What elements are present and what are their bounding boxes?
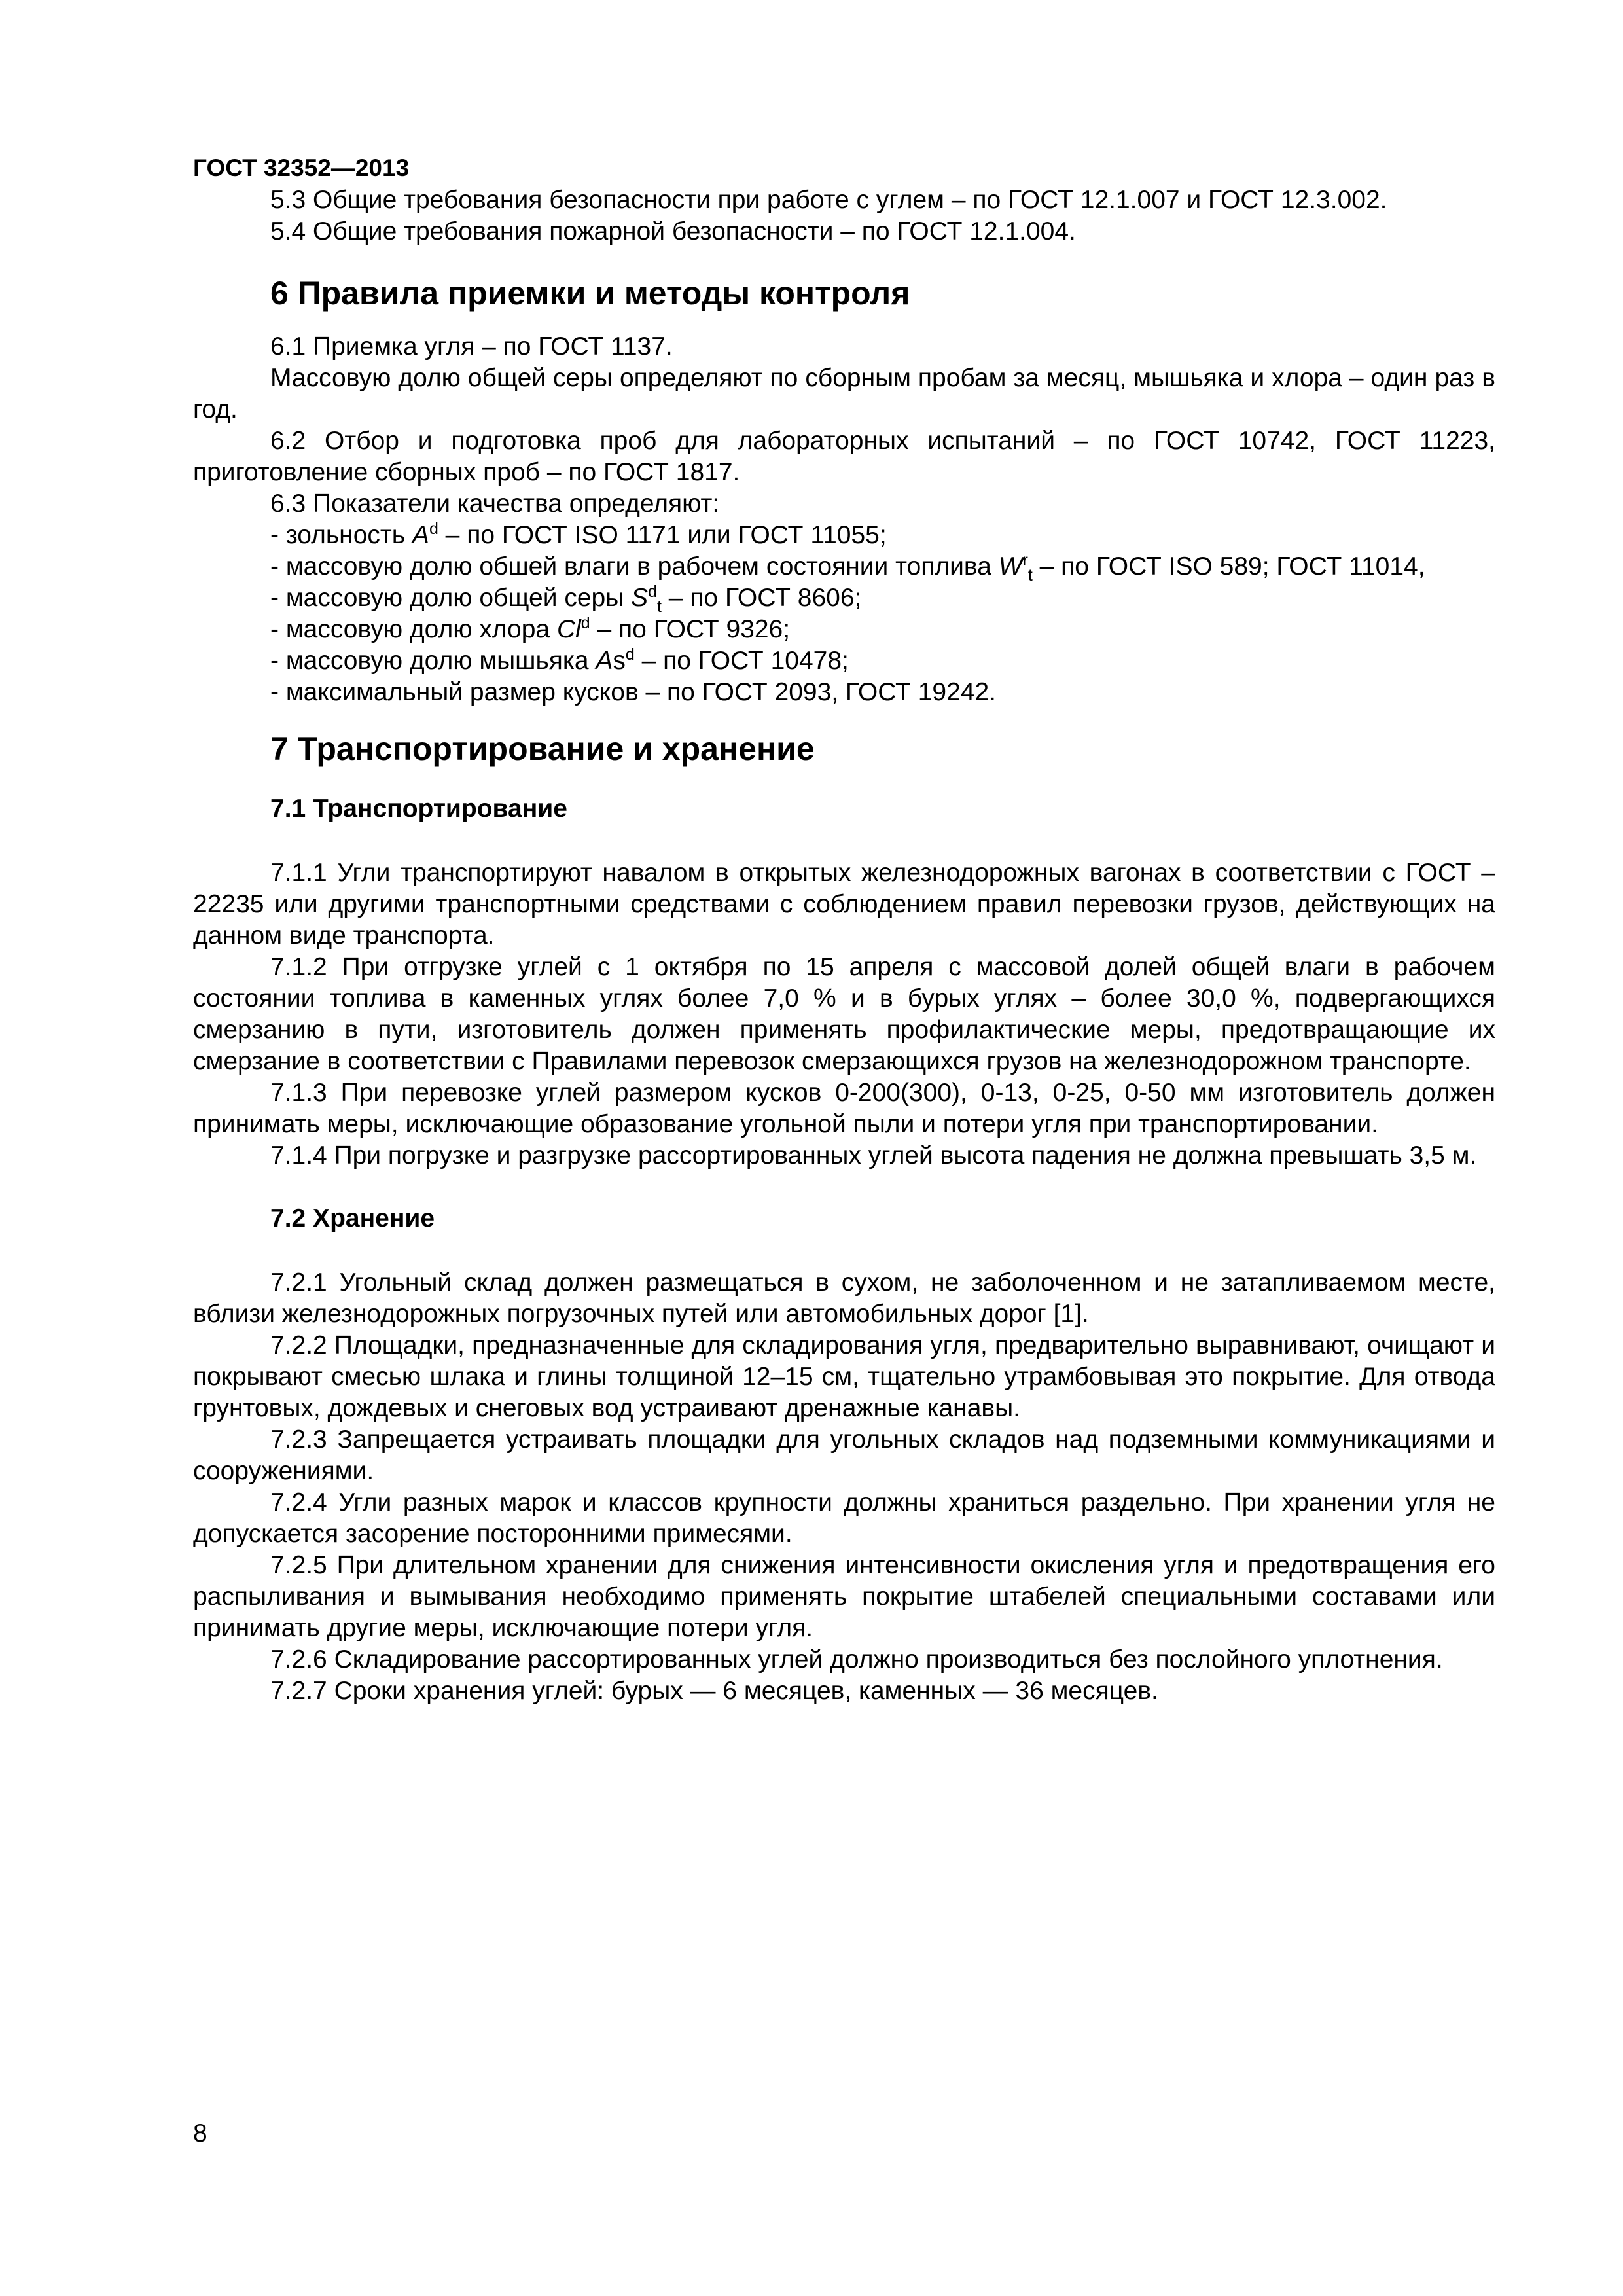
clause-5-3: 5.3 Общие требования безопасности при работе с углем – по ГОСТ 12.1.007 и ГОСТ 12.3.002. (270, 186, 1387, 214)
clause-7-1-2: 7.1.2 При отгрузке углей с 1 октября по 15 апреля с массовой долей общей влаги в рабочем состоянии топлива в каменных углях более 7,0 % и в бурых углях – более 30,0 %, подвергающихся смерзанию в пути, изготовитель должен применять профилактические меры, предотвращающие их смерзание в соответствии с Правилами перевозок смерзающихся грузов на железнодорожном транспорте. (193, 953, 1495, 1075)
clause-7-1-1: 7.1.1 Угли транспортируют навалом в открытых железнодорожных вагонах в соответствии с ГОСТ – 22235 или другими транспортными средствами с соблюдением правил перевозки грузов, действующих на данном виде транспорта. (193, 859, 1495, 950)
clause-7-2-7: 7.2.7 Сроки хранения углей: бурых — 6 месяцев, каменных — 36 месяцев. (270, 1677, 1158, 1705)
clause-7-2-5: 7.2.5 При длительном хранении для снижения интенсивности окисления угля и предотвращения его распыливания и вымывания необходимо применять покрытие штабелей специальными составами или принимать другие меры, исключающие потери угля. (193, 1551, 1495, 1642)
indicator-ash: - зольность $A^d$ – по ГОСТ ISO 1171 или ГОСТ 11055; (270, 520, 887, 549)
subsection-7-2-title: 7.2 Хранение (270, 1204, 435, 1232)
section-6-title: 6 Правила приемки и методы контроля (270, 275, 910, 312)
clause-7-2-3: 7.2.3 Запрещается устраивать площадки для угольных складов над подземными коммуникациями и сооружениями. (193, 1426, 1495, 1485)
clause-7-1-3: 7.1.3 При перевозке углей размером кусков 0-200(300), 0-13, 0-25, 0-50 мм изготовитель должен принимать меры, исключающие образование угольной пыли и потери угля при транспортировании. (193, 1079, 1495, 1138)
clause-7-2-4: 7.2.4 Угли разных марок и классов крупности должны храниться раздельно. При хранении угля не допускается засорение посторонними примесями. (193, 1488, 1495, 1548)
indicator-lump-size: - максимальный размер кусков – по ГОСТ 2093, ГОСТ 19242. (270, 678, 997, 706)
subsection-7-1-title: 7.1 Транспортирование (270, 795, 567, 823)
page-number: 8 (193, 2119, 207, 2147)
clause-7-2-2: 7.2.2 Площадки, предназначенные для складирования угля, предварительно выравнивают, очищают и покрывают смесью шлака и глины толщиной 12–15 см, тщательно утрамбовывая это покрытие. Для отвода грунтовых, дождевых и снеговых вод устраивают дренажные канавы. (193, 1331, 1495, 1422)
clause-6-1: 6.1 Приемка угля – по ГОСТ 1137. (270, 332, 673, 361)
indicator-moisture: - массовую долю обшей влаги в рабочем состоянии топлива $W^r_t$ – по ГОСТ ISO 589; ГОСТ 11014, (270, 551, 1425, 584)
section-7-title: 7 Транспортирование и хранение (270, 730, 815, 767)
indicator-chlorine: - массовую долю хлора Cl$^d$ – по ГОСТ 9326; (270, 614, 791, 643)
clause-6-3: 6.3 Показатели качества определяют: (270, 490, 720, 518)
document-code: ГОСТ 32352—2013 (193, 154, 410, 181)
indicator-arsenic: - массовую долю мышьяка As$^d$ – по ГОСТ 10478; (270, 645, 849, 675)
clause-7-2-6: 7.2.6 Складирование рассортированных углей должно производиться без послойного уплотнения. (270, 1645, 1443, 1674)
document-body (193, 185, 1495, 1707)
clause-6-2: 6.2 Отбор и подготовка проб для лабораторных испытаний – по ГОСТ 10742, ГОСТ 11223, приготовление сборных проб – по ГОСТ 1817. (193, 427, 1495, 486)
clause-7-2-1: 7.2.1 Угольный склад должен размещаться в сухом, не заболоченном и не затапливаемом месте, вблизи железнодорожных погрузочных путей или автомобильных дорог [1]. (193, 1268, 1495, 1328)
clause-5-4: 5.4 Общие требования пожарной безопасности – по ГОСТ 12.1.004. (270, 217, 1076, 245)
indicator-sulfur: - массовую долю общей серы $S^d_t$ – по ГОСТ 8606; (270, 583, 862, 616)
clause-6-1-sampling: Массовую долю общей серы определяют по сборным пробам за месяц, мышьяка и хлора – один раз в год. (193, 364, 1495, 423)
clause-7-1-4: 7.1.4 При погрузке и разгрузке рассортированных углей высота падения не должна превышать 3,5 м. (270, 1141, 1477, 1170)
